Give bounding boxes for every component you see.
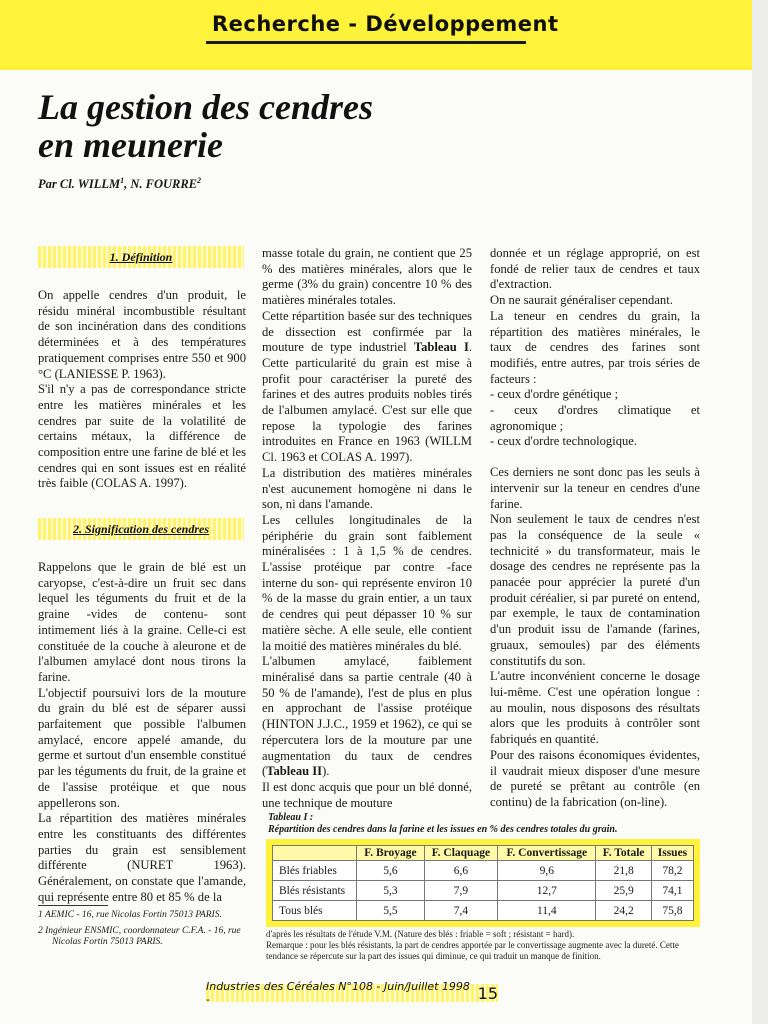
column-3 xyxy=(490,246,700,811)
author1-sup: 1 xyxy=(120,176,125,185)
paragraph xyxy=(262,654,472,780)
table-cell: 21,8 xyxy=(596,861,652,881)
table-notes xyxy=(266,929,706,962)
column-1-part-1 xyxy=(38,288,246,492)
table-cell: 24,2 xyxy=(596,901,652,921)
table-cell: 5,3 xyxy=(357,881,424,901)
authors-prefix: Par Cl. WILLM xyxy=(38,177,121,192)
paragraph: donnée et un réglage approprié, on est fondé de relier taux de cendres et taux d'extraction. xyxy=(490,246,700,292)
author2-sup: 2 xyxy=(197,176,202,185)
table-cell: 6,6 xyxy=(424,861,498,881)
column-header: F. Broyage xyxy=(357,846,424,861)
heading-definition-text: 1. Définition xyxy=(109,249,173,264)
paragraph: La teneur en cendres du grain, la répartition des matières minérales, le taux de cendres des farines sont modifiés, entre autres, par trois séries de facteurs : xyxy=(490,308,700,386)
table-caption-title: Tableau I : xyxy=(268,812,314,823)
page-number: 15 xyxy=(477,983,498,1003)
footnote: 1 AEMIC - 16, rue Nicolas Fortin 75013 PARIS. xyxy=(38,910,222,920)
text-run: L'albumen amylacé, faiblement minéralisé dans sa partie centrale (40 à 50 % de l'amande), l'est de plus en plus en approchant de l'assise protéique (HINTON J.J.C., 1959 et 1962), ce qui se répercutera lors de la mouture par une augmentation du taux de cendres ( xyxy=(262,654,472,779)
section-underline xyxy=(206,41,526,44)
paragraph: Les cellules longitudinales de la périphérie du grain sont faiblement minéralisées : 1 à 1,5 % de cendres. L'assise protéique par contre -face interne du son- qui représente environ 10 % de la masse du grain entier, a un taux de cendres qui peut dépasser 10 % sur matière sèche. A elle seule, elle contient la moitié des matières minérales du blé. xyxy=(262,512,472,653)
paragraph: Ces derniers ne sont donc pas les seuls à intervenir sur la teneur en cendres d'une farine. xyxy=(490,465,700,511)
table-cell: 75,8 xyxy=(651,901,693,921)
table-cell: 7,9 xyxy=(424,881,498,901)
paragraph xyxy=(262,309,472,466)
column-1-part-2 xyxy=(38,560,246,905)
journal-citation: Industries des Céréales N°108 - Juin/Juillet 1998 - xyxy=(206,980,470,1006)
table-cell: 9,6 xyxy=(498,861,596,881)
footnote-rule xyxy=(38,905,108,906)
paragraph: L'autre inconvénient concerne le dosage lui-même. C'est une opération longue : au moulin, nous disposons des résultats alors que les produits à contrôler sont fabriqués en quantité. xyxy=(490,669,700,747)
paragraph: La répartition des matières minérales entre les constituants des différentes parties du grain est sensiblement différente (NURET 1963). Généralement, on constate que l'amande, qui représente entre 80 et 85 % de la xyxy=(38,811,246,904)
title-line-2: en meunerie xyxy=(38,125,223,165)
table-cell: 25,9 xyxy=(596,881,652,901)
column-header: F. Convertissage xyxy=(498,846,596,861)
column-header xyxy=(273,846,357,861)
list-item: - ceux d'ordre technologique. xyxy=(490,434,638,449)
row-label: Blés résistants xyxy=(273,881,357,901)
table-note: Remarque : pour les blés résistants, la part de cendres apportée par le convertissage augmente avec la dureté. Cette tendance se répercute sur la part des issues qui diminue, ce qui traduit un manque de finition. xyxy=(266,940,679,961)
table-note: d'après les résultats de l'étude V.M. (Nature des blés : friable = soft ; résistant = hard). xyxy=(266,929,575,939)
paragraph: Non seulement le taux de cendres n'est pas la conséquence de la seule « technicité » du transformateur, mais le dosage des cendres ne représente pas la panacée pour apprécier la pureté d'un produit céréalier, si par pureté on entend, par exemple, le taux de contamination d'un produit issu de l'amande (farines, gruaux, semoules) par des éléments constitutifs du son. xyxy=(490,512,700,668)
paragraph: Il est donc acquis que pour un blé donné, une technique de mouture xyxy=(262,779,472,810)
table-row xyxy=(273,901,694,921)
footnote: 2 Ingénieur ENSMIC, coordonnateur C.F.A. - 16, rue Nicolas Fortin 75013 PARIS. xyxy=(38,925,241,947)
heading-signification xyxy=(38,518,244,540)
list-item: - ceux d'ordre génétique ; xyxy=(490,387,619,402)
section-label: Recherche - Développement xyxy=(212,12,559,36)
text-run: Cette répartition basée sur des techniques de dissection est confirmée par la mouture de type industriel xyxy=(262,308,472,355)
table-header-row xyxy=(273,846,694,861)
table-caption-text: Répartition des cendres dans la farine et les issues en % des cendres totales du grain. xyxy=(268,824,618,835)
paragraph: S'il n'y a pas de correspondance stricte entre les matières minérales et les cendres par suite de la volatilité de certains métaux, la différence de composition entre une farine de blé et les cendres qui en sont issues est en réalité très faible (COLAS A. 1997). xyxy=(38,382,246,491)
heading-definition xyxy=(38,246,244,268)
table-cell: 12,7 xyxy=(498,881,596,901)
paragraph: Pour des raisons économiques évidentes, il vaudrait mieux disposer d'une mesure de pureté se prêtant au contrôle (en continu) de la fabrication (on-line). xyxy=(490,747,700,809)
table-caption xyxy=(268,812,708,836)
page-edge xyxy=(752,0,768,1024)
paragraph: On appelle cendres d'un produit, le résidu minéral incombustible résultant de son incinération dans des conditions déterminées et à des températures pratiquement comprises entre 550 et 900 °C (LANIESSE P. 1963). xyxy=(38,288,246,381)
table-reference: Tableau I xyxy=(413,340,469,355)
table-row xyxy=(273,881,694,901)
text-run: ). xyxy=(322,764,330,779)
paragraph: L'objectif poursuivi lors de la mouture du grain du blé est de séparer aussi parfaitement que possible l'albumen amylacé, encore appelé amande, du germe et surtout d'un ensemble constitué par les téguments du fruit, de la graine et de l'assise protéique et que nous appellerons son. xyxy=(38,685,246,810)
ash-distribution-table xyxy=(272,845,694,921)
list-item: - ceux d'ordres climatique et agronomique ; xyxy=(490,403,700,433)
footer-band xyxy=(206,980,498,1006)
table-cell: 74,1 xyxy=(651,881,693,901)
table-reference: Tableau II xyxy=(266,764,323,779)
heading-signification-text: 2. Signification des cendres xyxy=(72,521,209,536)
row-label: Blés friables xyxy=(273,861,357,881)
table-cell: 5,5 xyxy=(357,901,424,921)
paragraph: masse totale du grain, ne contient que 25 % des matières minérales, alors que le germe (3% du grain) concentre 10 % des matières minérales totales. xyxy=(262,246,472,308)
paragraph: Rappelons que le grain de blé est un caryopse, c'est-à-dire un fruit sec dans lequel les téguments du fruit et de la graine -vides de contenu- sont intimement liés à la graine. Celle-ci est constituée de la couche à aleurone et de l'albumen amylacé dont nous tirons la farine. xyxy=(38,560,246,684)
table-cell: 5,6 xyxy=(357,861,424,881)
table-frame xyxy=(266,839,700,927)
authors xyxy=(38,176,201,192)
column-header: F. Totale xyxy=(596,846,652,861)
table-cell: 11,4 xyxy=(498,901,596,921)
paragraph: La distribution des matières minérales n'est aucunement homogène ni dans le son, ni dans l'amande. xyxy=(262,465,472,512)
table-cell: 7,4 xyxy=(424,901,498,921)
article-title xyxy=(38,88,373,164)
column-header: F. Claquage xyxy=(424,846,498,861)
text-run: . Cette particularité du grain est mise à profit pour caractériser la pureté des farines et des autres produits nobles tirés de l'albumen amylacé. C'est sur elle que repose la typologie des farines introduites en France en 1963 (WILLM Cl. 1963 et COLAS A. 1997). xyxy=(262,340,472,465)
title-line-1: La gestion des cendres xyxy=(38,87,373,127)
column-header: Issues xyxy=(651,846,693,861)
paragraph: On ne saurait généraliser cependant. xyxy=(490,293,673,308)
authors-second: , N. FOURRE xyxy=(124,177,198,192)
table-row xyxy=(273,861,694,881)
footnotes xyxy=(38,910,258,953)
table-cell: 78,2 xyxy=(651,861,693,881)
column-2 xyxy=(262,246,472,811)
row-label: Tous blés xyxy=(273,901,357,921)
